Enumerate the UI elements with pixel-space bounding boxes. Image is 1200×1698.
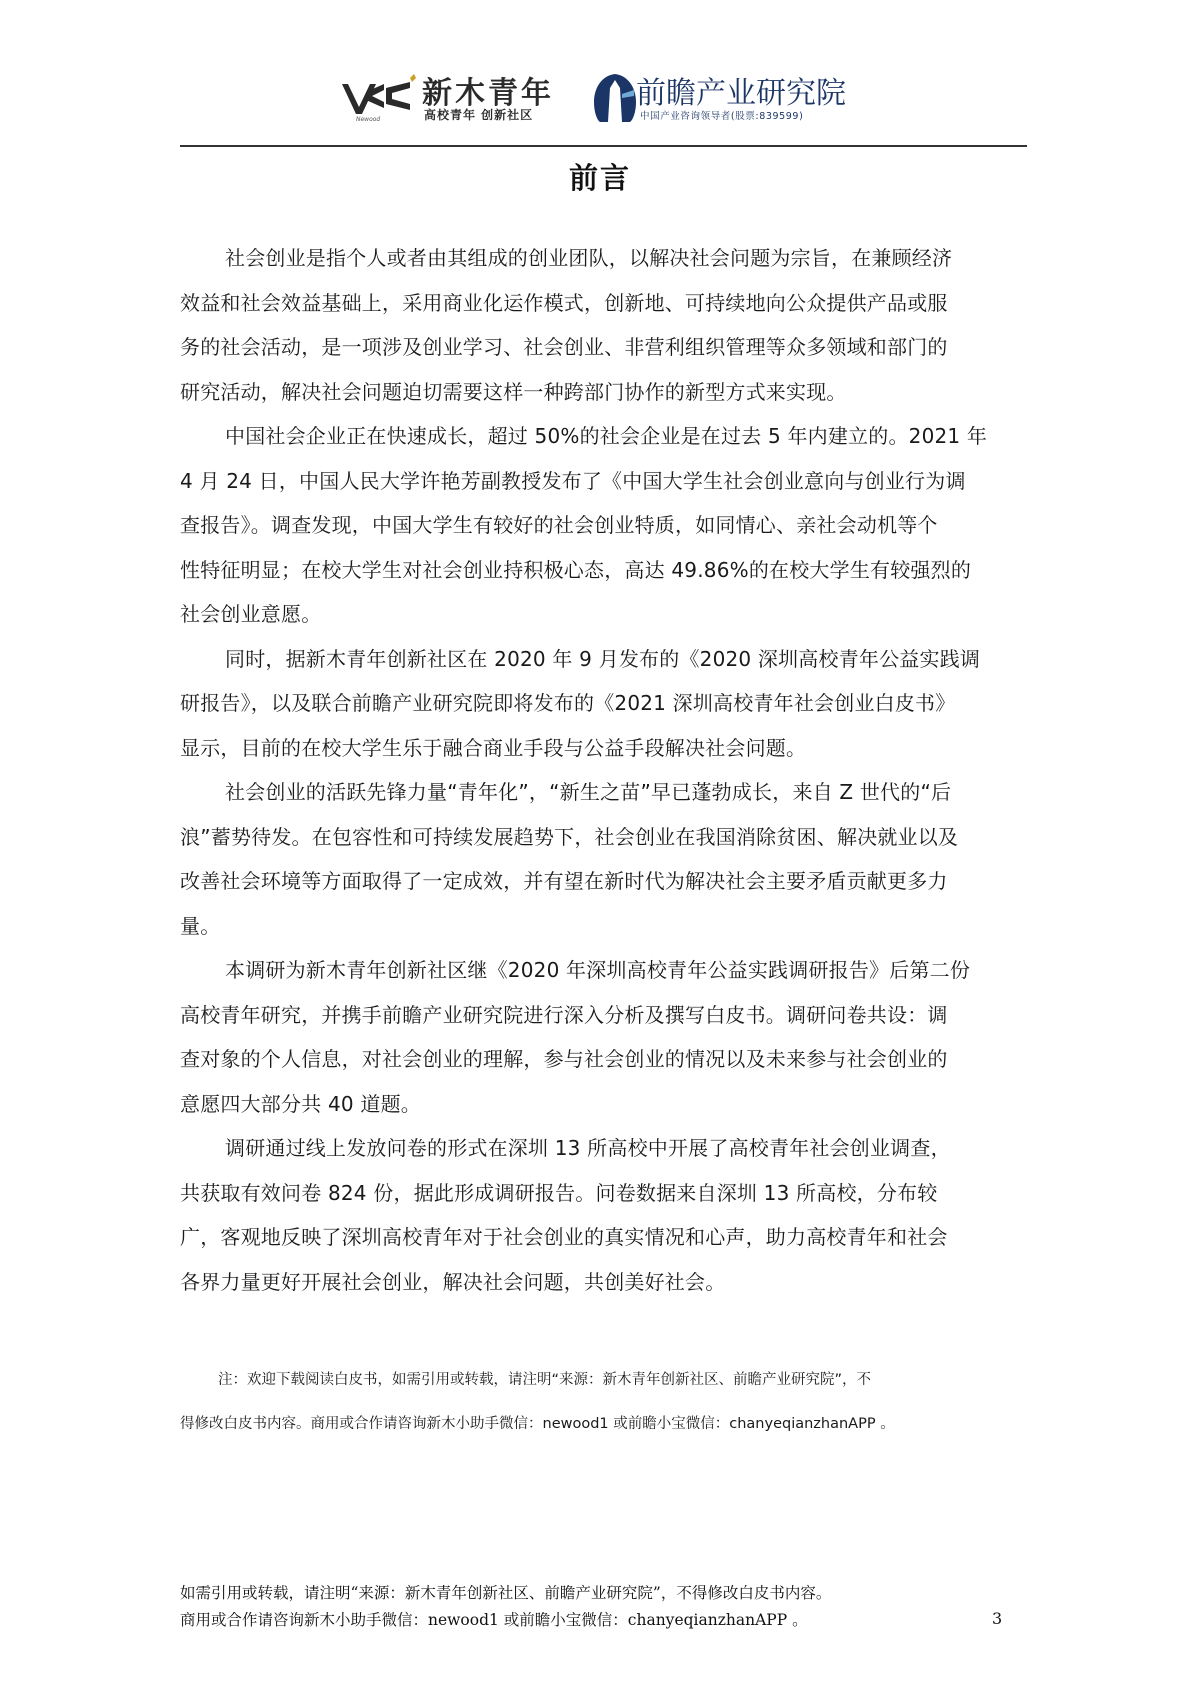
- qianzhan-logo-name: 前瞻产业研究院: [636, 76, 846, 111]
- newood-mark-icon: [340, 74, 418, 122]
- footer-line: 商用或合作请咨询新木小助手微信：newood1 或前瞻小宝微信：chanyeqianzhanAPP 。: [180, 1611, 808, 1629]
- paragraph-line: 调研通过线上发放问卷的形式在深圳 13 所高校中开展了高校青年社会创业调查，: [225, 1136, 951, 1160]
- paragraph-line: 高校青年研究，并携手前瞻产业研究院进行深入分析及撰写白皮书。调研问卷共设：调: [180, 1002, 948, 1027]
- paragraph-line: 社会创业的活跃先锋力量“青年化”，“新生之苗”早已蓬勃成长，来自 Z 世代的“后: [225, 780, 952, 804]
- paragraph-line: 同时，据新木青年创新社区在 2020 年 9 月发布的《2020 深圳高校青年公益实践调: [225, 646, 981, 671]
- newood-logo-name: 新木青年: [422, 76, 554, 111]
- svg-text:Newood: Newood: [356, 116, 381, 122]
- header-divider: [180, 145, 1027, 147]
- paragraph-line: 显示，目前的在校大学生乐于融合商业手段与公益手段解决社会问题。: [180, 735, 807, 760]
- paragraph-line: 社会创业意愿。: [180, 602, 322, 626]
- newood-logo-slogan: 高校青年 创新社区: [424, 108, 534, 122]
- preface-body: [180, 236, 1040, 1304]
- note-line: 得修改白皮书内容。商用或合作请咨询新木小助手微信：newood1 或前瞻小宝微信：chanyeqianzhanAPP 。: [180, 1416, 895, 1432]
- paragraph-line: 4 月 24 日，中国人民大学许艳芳副教授发布了《中国大学生社会创业意向与创业行为调: [180, 468, 966, 493]
- page-number: 3: [992, 1609, 1003, 1628]
- paragraph-line: 量。: [180, 913, 221, 938]
- paragraph-line: 广，客观地反映了深圳高校青年对于社会创业的真实情况和心声，助力高校青年和社会: [180, 1225, 948, 1249]
- paragraph-line: 社会创业是指个人或者由其组成的创业团队，以解决社会问题为宗旨，在兼顾经济: [225, 246, 953, 270]
- page-title: 前言: [568, 161, 631, 195]
- page-footer: [180, 1580, 1020, 1634]
- qianzhan-logo: [592, 70, 852, 126]
- paragraph-line: 效益和社会效益基础上，采用商业化运作模式，创新地、可持续地向公众提供产品或服: [180, 290, 948, 315]
- paragraph-line: 本调研为新木青年创新社区继《2020 年深圳高校青年公益实践调研报告》后第二份: [225, 958, 971, 982]
- paragraph-line: 改善社会环境等方面取得了一定成效，并有望在新时代为解决社会主要矛盾贡献更多力: [180, 869, 948, 893]
- paragraph-line: 查报告》。调查发现，中国大学生有较好的社会创业特质，如同情心、亲社会动机等个: [180, 513, 938, 537]
- paragraph-line: 查对象的个人信息，对社会创业的理解，参与社会创业的情况以及未来参与社会创业的: [180, 1047, 948, 1071]
- footer-line: 如需引用或转载，请注明“来源：新木青年创新社区、前瞻产业研究院”，不得修改白皮书内容。: [180, 1584, 832, 1602]
- lighthouse-icon: [592, 72, 638, 124]
- qianzhan-logo-slogan: 中国产业咨询领导者(股票:839599): [640, 111, 804, 122]
- paragraph-line: 研报告》，以及联合前瞻产业研究院即将发布的《2021 深圳高校青年社会创业白皮书》: [180, 691, 956, 715]
- note-line: 注：欢迎下载阅读白皮书，如需引用或转载，请注明“来源：新木青年创新社区、前瞻产业研究院”，不: [218, 1372, 872, 1388]
- paragraph-line: 研究活动，解决社会问题迫切需要这样一种跨部门协作的新型方式来实现。: [180, 379, 847, 404]
- paragraph-line: 各界力量更好开展社会创业，解决社会问题，共创美好社会。: [180, 1269, 726, 1294]
- page-header: [0, 62, 1200, 132]
- paragraph-line: 中国社会企业正在快速成长，超过 50%的社会企业是在过去 5 年内建立的。2021 年: [225, 424, 988, 448]
- paragraph-line: 浪”蓄势待发。在包容性和可持续发展趋势下，社会创业在我国消除贫困、解决就业以及: [180, 824, 959, 849]
- citation-note: [180, 1358, 1040, 1446]
- paragraph-line: 性特征明显；在校大学生对社会创业持积极心态，高达 49.86%的在校大学生有较强烈的: [180, 557, 972, 582]
- paragraph-line: 务的社会活动，是一项涉及创业学习、社会创业、非营利组织管理等众多领域和部门的: [180, 335, 948, 359]
- paragraph-line: 共获取有效问卷 824 份，据此形成调研报告。问卷数据来自深圳 13 所高校，分布较: [180, 1180, 938, 1205]
- paragraph-line: 意愿四大部分共 40 道题。: [180, 1091, 421, 1116]
- newood-logo: [340, 70, 570, 126]
